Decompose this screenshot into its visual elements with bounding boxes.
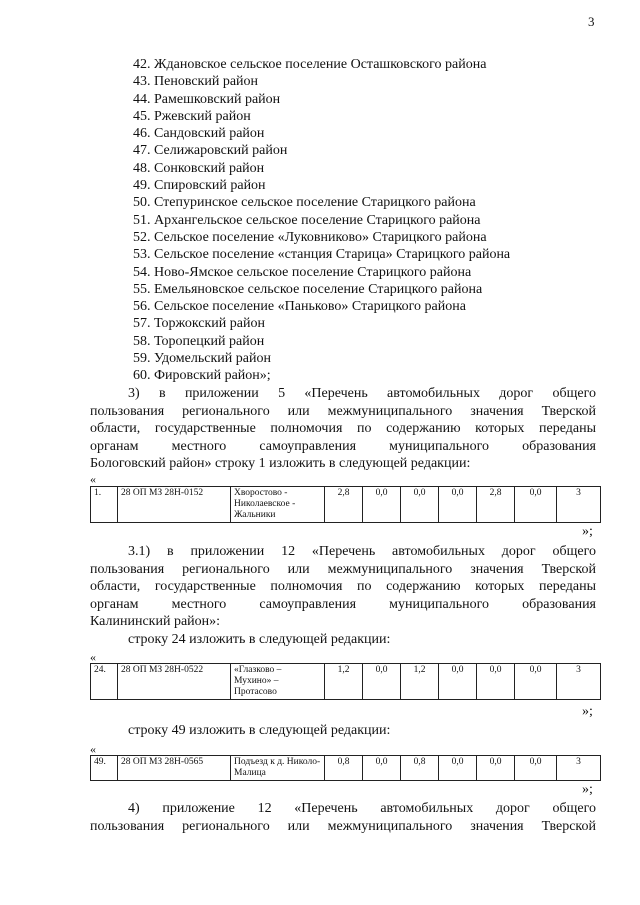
table-cell: 0,0 [515,664,557,700]
table-cell: 1,2 [325,664,363,700]
list-item: 60. Фировский район»; [133,368,271,384]
table-cell: 2,8 [477,487,515,523]
table-cell: 0,0 [515,487,557,523]
paragraph-line: Калининский район»: [90,614,221,630]
table-cell: 0,0 [477,664,515,700]
table-cell: 1,2 [401,664,439,700]
road-table-1 [90,486,601,523]
list-item: 48. Сонковский район [133,160,265,176]
paragraph-line: области, государственные полномочия по содержанию которых переданы [90,421,596,437]
paragraph-line: 4) приложение 12 «Перечень автомобильных дорог общего [128,801,596,816]
paragraph-line: 3) в приложении 5 «Перечень автомобильных дорог общего [128,386,596,401]
list-item: 50. Степуринское сельское поселение Старицкого района [133,195,476,211]
paragraph-line: пользования регионального или межмуниципального значения Тверской [90,403,596,419]
page-number: 3 [588,14,595,29]
row-number: 1. [91,487,118,523]
road-table-2 [90,663,601,700]
list-item: 58. Торопецкий район [133,333,265,349]
open-quote: « [90,650,96,664]
table-row [91,756,601,781]
paragraph-line: органам местного самоуправления муниципального образования [90,596,596,612]
road-name: Подъезд к д. Николо-Малица [231,756,325,781]
row-number: 49. [91,756,118,781]
paragraph-line: пользования регионального или межмуниципального значения Тверской [90,818,596,834]
list-item: 46. Сандовский район [133,126,265,142]
close-quote: »; [582,524,593,539]
table-cell: 0,8 [325,756,363,781]
list-item: 51. Архангельское сельское поселение Старицкого района [133,212,481,228]
table-cell: 0,0 [363,756,401,781]
close-quote: »; [582,782,593,797]
table-cell: 0,0 [439,664,477,700]
road-table-3 [90,755,601,781]
table-cell: 0,0 [439,487,477,523]
list-item: 42. Ждановское сельское поселение Осташковского района [133,57,487,72]
table-cell: 0,0 [439,756,477,781]
row-number: 24. [91,664,118,700]
row-24-intro: строку 24 изложить в следующей редакции: [128,632,391,647]
road-id: 28 ОП МЗ 28Н-0522 [118,664,231,700]
paragraph-line: пользования регионального или межмуниципального значения Тверской [90,561,596,577]
list-item: 59. Удомельский район [133,351,271,367]
table-cell: 0,0 [515,756,557,781]
paragraph-4 [90,800,596,835]
road-id: 28 ОП МЗ 28Н-0152 [118,487,231,523]
paragraph-3-1 [90,543,596,631]
list-item: 45. Ржевский район [133,108,251,124]
list-item: 52. Сельское поселение «Луковниково» Старицкого района [133,229,487,245]
list-item: 53. Сельское поселение «станция Старица» Старицкого района [133,247,511,263]
paragraph-line: Бологовский район» строку 1 изложить в следующей редакции: [90,456,471,472]
table-cell: 3 [557,756,601,781]
table-cell: 0,0 [477,756,515,781]
list-item: 55. Емельяновское сельское поселение Старицкого района [133,281,483,297]
table-row [91,664,601,700]
table-cell: 0,8 [401,756,439,781]
list-item: 43. Пеновский район [133,74,259,90]
paragraph-3 [90,385,596,473]
list-item: 56. Сельское поселение «Паньково» Старицкого района [133,299,466,315]
list-item: 47. Селижаровский район [133,143,288,159]
table-cell: 2,8 [325,487,363,523]
open-quote: « [90,472,96,486]
paragraph-line: 3.1) в приложении 12 «Перечень автомобильных дорог общего [128,544,596,559]
table-cell: 0,0 [401,487,439,523]
list-item: 54. Ново-Ямское сельское поселение Старицкого района [133,264,472,280]
paragraph-line: области, государственные полномочия по содержанию которых переданы [90,579,596,595]
table-row [91,487,601,523]
list-item: 57. Торжокский район [133,316,265,332]
road-name: «Глазково – Мухино» – Протасово [231,664,325,700]
list-item: 44. Рамешковский район [133,91,281,107]
row-49-intro: строку 49 изложить в следующей редакции: [128,723,391,738]
road-id: 28 ОП МЗ 28Н-0565 [118,756,231,781]
table-cell: 3 [557,487,601,523]
table-cell: 0,0 [363,664,401,700]
district-list [133,56,613,385]
open-quote: « [90,742,96,756]
road-name: Хворостово - Николаевское - Жальники [231,487,325,523]
table-cell: 0,0 [363,487,401,523]
close-quote: »; [582,704,593,719]
table-cell: 3 [557,664,601,700]
list-item: 49. Спировский район [133,178,266,194]
paragraph-line: органам местного самоуправления муниципального образования [90,438,596,454]
